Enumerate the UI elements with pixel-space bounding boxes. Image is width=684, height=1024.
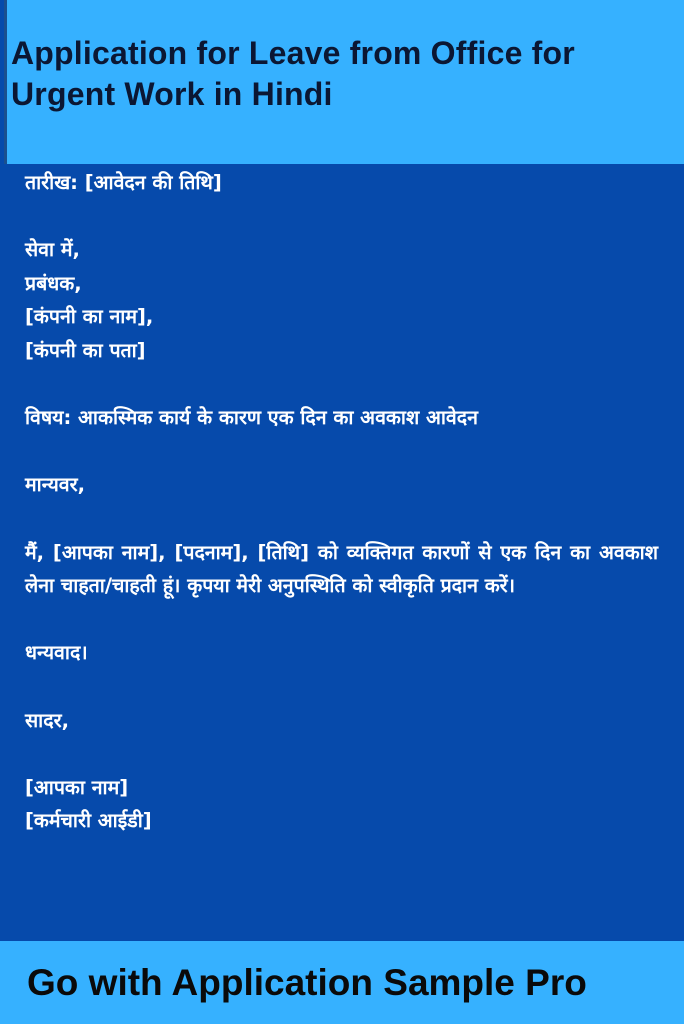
spacer xyxy=(25,737,658,771)
letter-date: तारीख: [आवेदन की तिथि] xyxy=(25,171,222,194)
letter-employee-id: [कर्मचारी आईडी] xyxy=(25,809,152,833)
letter-to: सेवा में, xyxy=(25,238,80,262)
page-title: Application for Leave from Office for Urgent Work in Hindi xyxy=(11,35,575,112)
spacer xyxy=(25,670,658,704)
footer-banner xyxy=(0,941,684,1024)
letter-company-name: [कंपनी का नाम], xyxy=(25,305,154,329)
letter-subject: विषय: आकस्मिक कार्य के कारण एक दिन का अवकाश आवेदन xyxy=(25,406,478,430)
letter-thanks: धन्यवाद। xyxy=(25,641,88,665)
letter-recipient-title: प्रबंधक, xyxy=(25,271,82,295)
letter-sender-name: [आपका नाम] xyxy=(25,775,129,799)
letter-company-address: [कंपनी का पता] xyxy=(25,338,146,362)
spacer xyxy=(25,368,658,402)
header-banner xyxy=(4,0,684,164)
spacer xyxy=(25,435,658,469)
letter-closing: सादर, xyxy=(25,708,69,732)
footer-text: Go with Application Sample Pro xyxy=(27,962,587,1003)
spacer xyxy=(25,200,658,234)
letter-salutation: मान्यवर, xyxy=(25,473,85,497)
letter-body xyxy=(25,166,658,838)
spacer xyxy=(25,502,658,536)
spacer xyxy=(25,603,658,637)
letter-paragraph: मैं, [आपका नाम], [पदनाम], [तिथि] को व्यक्तिगत कारणों से एक दिन का अवकाश लेना चाहता/चाहती हूं। कृपया मेरी अनुपस्थिति को स्वीकृति प्रदान करें। xyxy=(25,540,658,598)
